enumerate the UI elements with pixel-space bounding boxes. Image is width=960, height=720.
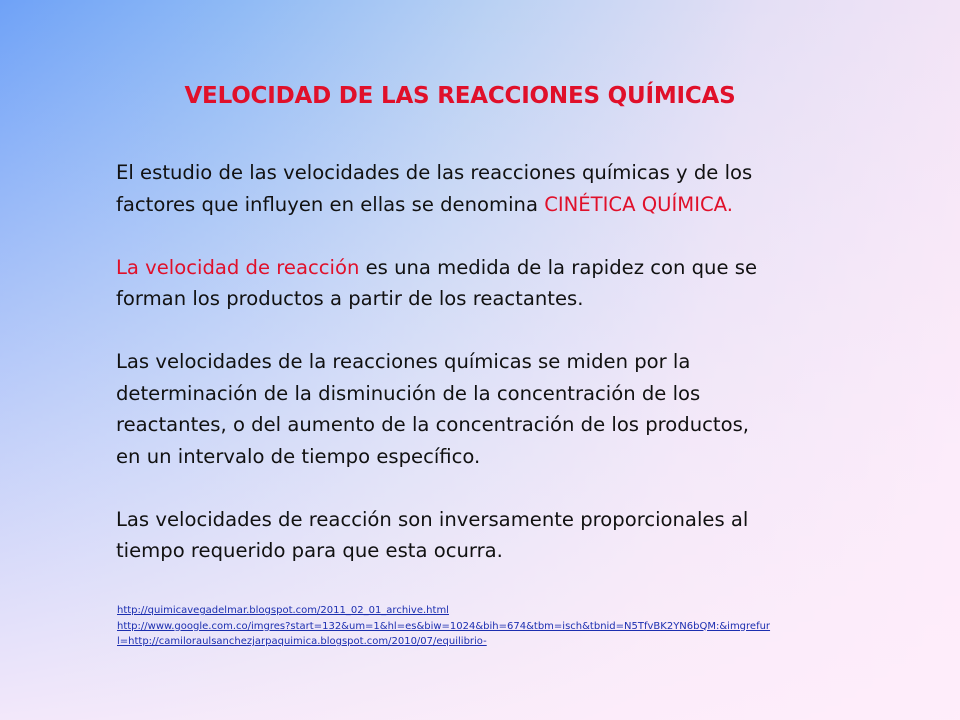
reference-link-quimicavegadelmar[interactable]: http://quimicavegadelmar.blogspot.com/2011_02_01_archive.html xyxy=(117,605,449,616)
reference-link-google-imgres-continued[interactable]: l=http://camiloraulsanchezjarpaquimica.blogspot.com/2010/07/equilibrio- xyxy=(117,636,487,647)
paragraph-spacer xyxy=(116,472,836,504)
paragraph-cinetica xyxy=(116,157,836,220)
paragraph-line: El estudio de las velocidades de las reacciones químicas y de los xyxy=(116,161,753,184)
paragraph-proporcionalidad xyxy=(116,504,836,567)
paragraph-spacer xyxy=(116,220,836,252)
paragraph-line: en un intervalo de tiempo específico. xyxy=(116,444,481,468)
references xyxy=(117,603,837,650)
highlight-velocidad-reaccion: La velocidad de reacción xyxy=(116,255,360,279)
slide-title: VELOCIDAD DE LAS REACCIONES QUÍMICAS xyxy=(184,83,736,109)
paragraph-line: reactantes, o del aumento de la concentración de los productos, xyxy=(116,413,750,436)
paragraph-spacer xyxy=(116,315,836,347)
paragraph-line: Las velocidades de reacción son inversamente proporcionales al xyxy=(116,507,749,531)
slide-body xyxy=(116,157,836,567)
reference-link-google-imgres[interactable]: http://www.google.com.co/imgres?start=132&um=1&hl=es&biw=1024&bih=674&tbm=isch&tbnid=N5TfvBK2YN6bQM:&imgrefur xyxy=(117,620,771,632)
paragraph-medicion xyxy=(116,346,836,472)
paragraph-line: tiempo requerido para que esta ocurra. xyxy=(116,539,503,562)
paragraph-line: es una medida de la rapidez con que se xyxy=(359,255,758,279)
highlight-cinetica-quimica: CINÉTICA QUÍMICA. xyxy=(544,192,733,216)
paragraph-line: factores que influyen en ellas se denomina xyxy=(116,192,545,216)
paragraph-velocidad xyxy=(116,252,836,315)
paragraph-line: forman los productos a partir de los reactantes. xyxy=(116,287,584,310)
paragraph-line: Las velocidades de la reacciones químicas se miden por la xyxy=(116,350,691,373)
paragraph-line: determinación de la disminución de la concentración de los xyxy=(116,381,701,405)
